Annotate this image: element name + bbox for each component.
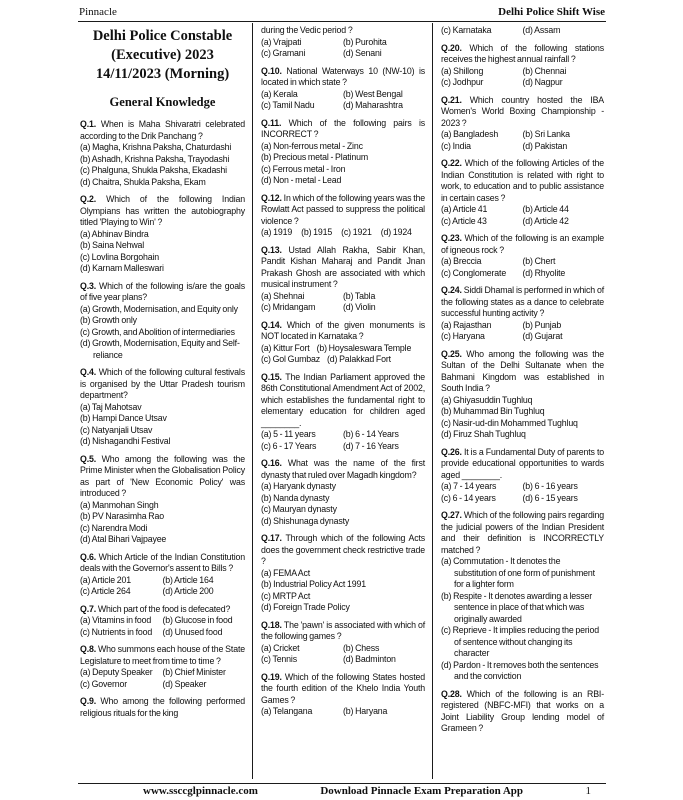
option-row xyxy=(441,418,604,430)
option: (c) Tamil Nadu xyxy=(261,100,315,110)
option-row xyxy=(261,343,425,355)
option: (c) Narendra Modi xyxy=(80,522,148,533)
question-text: Q.9. Who among the following performed religious rituals for the king xyxy=(80,696,245,718)
option: (c) Ferrous metal - Iron xyxy=(261,163,346,174)
question-number: Q.17. xyxy=(261,533,286,543)
option: (d) Article 42 xyxy=(522,215,569,226)
question xyxy=(261,320,425,366)
option: (d) Speaker xyxy=(162,678,207,689)
question xyxy=(80,696,245,719)
option: (d) Assam xyxy=(522,25,561,35)
question-text: Q.27. Which of the following pairs regarding the judicial powers of the Indian President and their definition is INCORRECTLY matched ? xyxy=(441,510,604,555)
question-text: Q.5. Who among the following was the Prime Minister when the Globalisation Policy as part of 'New Economic Policy' was introduced ? xyxy=(80,453,245,498)
question-number: Q.14. xyxy=(261,319,287,330)
question-continuation xyxy=(441,25,604,37)
option-row xyxy=(441,256,604,268)
option-row xyxy=(80,615,245,627)
option-row xyxy=(441,493,604,505)
option-row xyxy=(80,177,245,189)
option: (c) Article 43 xyxy=(441,215,487,226)
option: (d) Gujarat xyxy=(522,331,563,341)
option-row xyxy=(80,436,245,448)
option: (b) Sri Lanka xyxy=(522,129,570,139)
question xyxy=(80,604,245,639)
question-number: Q.26. xyxy=(441,446,464,457)
option: (c) Nutrients in food xyxy=(80,626,153,637)
option: (b) Nanda dynasty xyxy=(261,492,330,503)
option-row xyxy=(441,141,604,153)
question-number: Q.20. xyxy=(441,42,470,53)
question xyxy=(441,689,604,735)
option: (a) Rajasthan xyxy=(441,319,492,330)
option: (d) Chaitra, Shukla Paksha, Ekam xyxy=(80,176,206,187)
option-row xyxy=(441,395,604,407)
option-row xyxy=(80,263,245,275)
option-row xyxy=(261,643,425,655)
column-1 xyxy=(79,23,253,779)
option: (b) Industrial Policy Act 1991 xyxy=(261,579,366,589)
option: (d) Shishunaga dynasty xyxy=(261,515,350,526)
paper-title xyxy=(80,27,245,84)
option: (d) Nishagandhi Festival xyxy=(80,436,171,446)
option-row xyxy=(80,229,245,241)
option: (a) Breccia xyxy=(441,256,482,266)
option: (a) Vitamins in food xyxy=(80,615,152,625)
paper-title-line: Delhi Police Constable xyxy=(92,28,233,44)
question xyxy=(441,510,604,683)
option: (c) Gol Gumbaz xyxy=(261,354,320,364)
question-number: Q.12. xyxy=(261,192,284,203)
question-number: Q.18. xyxy=(261,619,284,630)
option: (a) Deputy Speaker xyxy=(80,667,153,677)
question-text: Q.21. Which country hosted the IBA Women's World Boxing Championship - 2023 ? xyxy=(441,94,605,128)
option-row xyxy=(80,154,245,166)
option: (c) Haryana xyxy=(441,331,485,341)
question-text: Q.2. Which of the following Indian Olympians has written the autobiography titled 'Playing to Win' ? xyxy=(80,194,245,227)
header-rule xyxy=(78,21,606,22)
option-row xyxy=(80,667,245,679)
question-number: Q.3. xyxy=(80,280,100,291)
question xyxy=(80,644,245,690)
option: (a) Vrajpati xyxy=(261,36,302,47)
option: (b) 6 - 16 years xyxy=(522,481,578,491)
option: (d) Violin xyxy=(343,302,376,312)
option: (d) Pakistan xyxy=(522,140,568,151)
option: (c) Gramani xyxy=(261,48,306,58)
question-number: Q.10. xyxy=(261,65,287,76)
option: (b) West Bengal xyxy=(343,88,403,99)
option-row xyxy=(80,327,245,339)
option: (a) Commutation - It denotes the substitution of one form of punishment for a lighter form xyxy=(441,556,595,589)
option-row xyxy=(441,268,604,280)
question-text: Q.18. The 'pawn' is associated with which of the following games ? xyxy=(261,619,425,641)
section-heading: General Knowledge xyxy=(109,95,216,109)
question xyxy=(80,119,245,188)
option: (d) Atal Bihari Vajpayee xyxy=(80,534,167,544)
question-text: Q.1. When is Maha Shivaratri celebrated according to the Drik Panchang ? xyxy=(80,119,245,141)
question-number: Q.23. xyxy=(441,233,465,243)
question-number: Q.24. xyxy=(441,285,464,295)
option: (c) Mauryan dynasty xyxy=(261,504,337,514)
option: (a) 1919 xyxy=(261,227,293,237)
option-row xyxy=(441,25,604,37)
option-row xyxy=(261,579,425,591)
option-row xyxy=(441,625,604,660)
option: (a) Bangladesh xyxy=(441,129,499,139)
option: (a) Cricket xyxy=(261,642,300,653)
option-row xyxy=(80,627,245,639)
option: (b) Saina Nehwal xyxy=(80,240,145,250)
question xyxy=(441,285,604,343)
option-row xyxy=(80,315,245,327)
option-row xyxy=(261,504,425,516)
option-row xyxy=(261,89,425,101)
option-row xyxy=(80,500,245,512)
question-number: Q.9. xyxy=(80,696,101,706)
question-text: Q.25. Who among the following was the Sultan of the Delhi Sultanate when the Bahmani Kingdom was established in South India ? xyxy=(441,348,604,393)
question-number: Q.27. xyxy=(441,510,464,520)
option-row xyxy=(80,534,245,546)
option: (c) Nasir-ud-din Mohammed Tughluq xyxy=(441,417,578,428)
question-number: Q.11. xyxy=(261,117,289,128)
question xyxy=(441,158,604,227)
question-text: Q.6. Which Article of the Indian Constitution deals with the Governor's assent to Bills ? xyxy=(80,551,245,573)
option-row xyxy=(261,481,425,493)
question-number: Q.19. xyxy=(261,671,285,682)
option: (a) Shillong xyxy=(441,65,484,76)
column-3 xyxy=(433,23,606,779)
option-row xyxy=(80,679,245,691)
option: (c) 1921 xyxy=(341,227,372,237)
option: (b) Tabla xyxy=(343,290,376,301)
option: (c) Phalguna, Shukla Paksha, Ekadashi xyxy=(80,165,227,175)
question-text: Q.3. Which of the following is/are the goals of five year plans? xyxy=(80,280,245,302)
option-row xyxy=(261,602,425,614)
option-row xyxy=(441,204,604,216)
question-number: Q.28. xyxy=(441,688,467,699)
question-text: Q.13. Ustad Allah Rakha, Sabir Khan, Pandit Kishan Maharaj and Pandit Jnan Prakash Ghosh are associated with which musical instrument ? xyxy=(261,244,426,289)
option: (b) Glucose in food xyxy=(162,615,233,625)
option-row xyxy=(261,429,425,441)
question-text: Q.19. Which of the following States hosted the fourth edition of the Khelo India Youth Games ? xyxy=(261,671,425,705)
option-row xyxy=(441,660,604,683)
option: (a) Manmohan Singh xyxy=(80,499,159,510)
question-number: Q.4. xyxy=(80,367,99,377)
option: (a) FEMA Act xyxy=(261,567,311,578)
question-text: Q.16. What was the name of the first dynasty that ruled over Magadh kingdom? xyxy=(261,458,426,480)
option: (a) Telangana xyxy=(261,706,313,716)
option: (d) Palakkad Fort xyxy=(326,354,391,364)
question xyxy=(441,95,604,153)
question xyxy=(261,533,425,614)
footer-rule xyxy=(78,783,606,784)
question xyxy=(261,372,425,453)
option: (b) Purohita xyxy=(343,36,387,47)
option: (a) 5 - 11 years xyxy=(261,429,316,439)
question-number: Q.8. xyxy=(80,644,99,654)
option: (d) Nagpur xyxy=(522,77,563,87)
option-row xyxy=(261,227,425,239)
option-row xyxy=(441,331,604,343)
option: (b) Punjab xyxy=(522,319,562,330)
question xyxy=(261,620,425,666)
question-number: Q.13. xyxy=(261,244,289,255)
option-row xyxy=(441,66,604,78)
option-row xyxy=(80,586,245,598)
option: (d) Pardon - It removes both the sentences and the conviction xyxy=(441,659,599,681)
footer-website: www.ssccglpinnacle.com xyxy=(143,785,258,797)
question-text: Q.17. Through which of the following Acts does the government check restrictive trade ? xyxy=(261,533,425,566)
header-brand: Pinnacle xyxy=(79,6,117,18)
option-row xyxy=(261,291,425,303)
option: (b) Chennai xyxy=(522,65,567,76)
option-row xyxy=(261,48,425,60)
question xyxy=(80,552,245,598)
header-series-label: Delhi Police Shift Wise xyxy=(498,6,605,18)
option: (d) Growth, Modernisation, Equity and Self-reliance xyxy=(80,338,240,360)
option-row xyxy=(261,141,425,153)
question-text: Q.15. The Indian Parliament approved the 86th Constitutional Amendment Act of 2002, which establishes the fundamental right to elementary education for children aged ________. xyxy=(261,371,425,428)
option: (d) Firuz Shah Tughluq xyxy=(441,429,526,439)
option-row xyxy=(441,77,604,89)
option-row xyxy=(261,493,425,505)
option: (b) 1915 xyxy=(301,227,333,237)
option-row xyxy=(261,568,425,580)
question xyxy=(441,233,604,279)
question-number: Q.6. xyxy=(80,551,99,562)
question xyxy=(441,349,604,441)
question xyxy=(80,281,245,362)
option-row xyxy=(441,556,604,591)
question xyxy=(261,118,425,187)
question-text: Q.26. It is a Fundamental Duty of parents to provide educational opportunities to wards aged ________. xyxy=(441,446,604,480)
column-2 xyxy=(253,23,433,779)
page-number: 1 xyxy=(585,785,591,797)
question-text: Q.10. National Waterways 10 (NW-10) is located in which state ? xyxy=(261,65,426,87)
option: (a) Haryank dynasty xyxy=(261,481,336,491)
paper-title-line: 14/11/2023 (Morning) xyxy=(95,66,230,82)
option: (c) Lovlina Borgohain xyxy=(80,251,159,262)
option-row xyxy=(80,252,245,264)
option: (b) Chief Minister xyxy=(162,667,226,677)
option: (b) Chert xyxy=(522,256,556,266)
option-row xyxy=(80,511,245,523)
option-row xyxy=(441,216,604,228)
question-text: Q.4. Which of the following cultural festivals is organised by the Uttar Pradesh tourism department? xyxy=(80,367,245,400)
option: (c) Reprieve - It implies reducing the period of sentence without changing its character xyxy=(441,625,599,658)
option: (b) PV Narasimha Rao xyxy=(80,511,164,521)
question xyxy=(261,193,425,239)
option: (d) 1924 xyxy=(380,227,412,237)
option: (d) Maharashtra xyxy=(343,100,403,110)
option-row xyxy=(80,425,245,437)
option: (a) Growth, Modernisation, and Equity only xyxy=(80,303,238,314)
option-row xyxy=(80,240,245,252)
option: (a) Magha, Krishna Paksha, Chaturdashi xyxy=(80,142,232,152)
question-number: Q.25. xyxy=(441,348,467,359)
option: (c) Mridangam xyxy=(261,302,316,312)
option: (a) Kerala xyxy=(261,88,298,99)
question-number: Q.2. xyxy=(80,194,107,204)
option: (d) Senani xyxy=(343,48,382,58)
question-text: Q.14. Which of the given monuments is NOT located in Karnataka ? xyxy=(261,319,426,341)
question xyxy=(80,367,245,448)
question-text: Q.8. Who summons each house of the State Legislature to meet from time to time ? xyxy=(80,644,245,666)
question-number: Q.5. xyxy=(80,453,102,464)
option: (b) Hoysaleswara Temple xyxy=(316,342,412,353)
option: (d) Unused food xyxy=(162,626,223,637)
option-row xyxy=(80,523,245,535)
option: (b) Hampi Dance Utsav xyxy=(80,413,167,423)
question-text: Q.7. Which part of the food is defecated? xyxy=(80,603,231,614)
option-row xyxy=(80,402,245,414)
option-row xyxy=(441,429,604,441)
option-row xyxy=(261,302,425,314)
paper-title-line: (Executive) 2023 xyxy=(111,47,214,63)
option: (a) Abhinav Bindra xyxy=(80,228,149,239)
option-row xyxy=(441,129,604,141)
option: (d) Karnam Malleswari xyxy=(80,263,164,273)
option: (c) 6 - 14 years xyxy=(441,492,496,503)
option: (c) Article 264 xyxy=(80,586,131,596)
option-row xyxy=(261,441,425,453)
option: (c) Governor xyxy=(80,678,128,689)
option: (d) Article 200 xyxy=(162,586,214,596)
option: (b) Precious metal - Platinum xyxy=(261,152,369,162)
question xyxy=(261,66,425,112)
question xyxy=(441,43,604,89)
option-row xyxy=(261,654,425,666)
question-text: Q.23. Which of the following is an example of igneous rock ? xyxy=(441,233,604,255)
option: (c) 6 - 17 Years xyxy=(261,440,317,451)
option-row xyxy=(80,575,245,587)
question xyxy=(261,245,425,314)
option: (c) MRTP Act xyxy=(261,590,311,601)
question xyxy=(80,194,245,275)
option: (d) Foreign Trade Policy xyxy=(261,602,350,612)
option-row xyxy=(261,37,425,49)
question-text: during the Vedic period ? xyxy=(261,25,353,35)
page-header xyxy=(79,5,605,19)
option: (b) Article 164 xyxy=(162,574,214,585)
question-number: Q.1. xyxy=(80,119,101,129)
option-row xyxy=(441,481,604,493)
question-number: Q.21. xyxy=(441,94,470,105)
option: (b) Respite - It denotes awarding a lesser sentence in place of that which was originally awarded xyxy=(441,590,593,624)
question-number: Q.7. xyxy=(80,603,98,614)
question-columns xyxy=(79,23,606,779)
option: (c) Tennis xyxy=(261,654,297,664)
option: (d) Rhyolite xyxy=(522,267,566,278)
footer-app-label: Download Pinnacle Exam Preparation App xyxy=(320,785,524,797)
option-row xyxy=(80,165,245,177)
option: (c) Karnataka xyxy=(441,25,492,35)
question xyxy=(261,672,425,718)
option-row xyxy=(80,338,245,361)
option: (b) Ashadh, Krishna Paksha, Trayodashi xyxy=(80,153,230,164)
question-text: Q.28. Which of the following is an RBI-registered (NBFC-MFI) that works on a Joint Liability Group lending model of Grameen ? xyxy=(441,688,604,733)
page-footer xyxy=(79,785,605,798)
option: (a) Article 201 xyxy=(80,574,132,585)
question-text: Q.22. Which of the following Articles of the Indian Constitution is related with right to work, to education and to public assistance in certain cases ? xyxy=(441,158,604,203)
option: (a) Taj Mahotsav xyxy=(80,401,142,412)
option: (b) Haryana xyxy=(343,706,388,716)
option-row xyxy=(261,100,425,112)
option: (d) 6 - 15 years xyxy=(522,492,578,503)
option: (a) Ghiyasuddin Tughluq xyxy=(441,394,533,405)
option: (c) Growth, and Abolition of intermediaries xyxy=(80,326,235,337)
option-row xyxy=(441,406,604,418)
option: (c) India xyxy=(441,140,471,151)
option-row xyxy=(80,142,245,154)
option-row xyxy=(261,354,425,366)
question-number: Q.15. xyxy=(261,371,286,382)
option: (a) Shehnai xyxy=(261,290,305,301)
question xyxy=(261,458,425,527)
question xyxy=(80,454,245,546)
option: (c) Natyanjali Utsav xyxy=(80,424,153,435)
option: (d) Badminton xyxy=(343,654,396,664)
option-row xyxy=(80,413,245,425)
option: (c) Conglomerate xyxy=(441,267,507,278)
option-row xyxy=(261,152,425,164)
option: (a) 7 - 14 years xyxy=(441,481,497,491)
question-text: Q.20. Which of the following stations receives the highest annual rainfall ? xyxy=(441,42,604,64)
question xyxy=(441,447,604,505)
question-number: Q.16. xyxy=(261,458,288,468)
option: (a) Kittur Fort xyxy=(261,342,310,353)
option-row xyxy=(261,516,425,528)
option-row xyxy=(261,164,425,176)
option: (d) Non - metal - Lead xyxy=(261,175,342,185)
option-row xyxy=(261,591,425,603)
question-number: Q.22. xyxy=(441,158,465,168)
option: (b) Chess xyxy=(343,642,380,653)
option: (d) 7 - 16 Years xyxy=(343,440,399,451)
question-text: Q.11. Which of the following pairs is INCORRECT ? xyxy=(261,117,425,139)
question-continuation xyxy=(261,25,425,60)
question-text: Q.24. Siddi Dhamal is performed in which of the following states as a dance to celebrate successful hunting activity ? xyxy=(441,285,604,318)
question-text: Q.12. In which of the following years was the Rowlatt Act passed to suppress the political violence ? xyxy=(261,192,426,226)
option-row xyxy=(261,175,425,187)
option: (b) 6 - 14 Years xyxy=(343,429,399,439)
option-row xyxy=(441,320,604,332)
option-row xyxy=(80,304,245,316)
option-row xyxy=(441,591,604,626)
option: (c) Jodhpur xyxy=(441,77,484,87)
option: (b) Muhammad Bin Tughluq xyxy=(441,406,545,416)
option: (b) Article 44 xyxy=(522,204,569,214)
option: (a) Non-ferrous metal - Zinc xyxy=(261,140,363,151)
option: (a) Article 41 xyxy=(441,204,488,214)
option-row xyxy=(261,706,425,718)
option: (b) Growth only xyxy=(80,315,137,325)
